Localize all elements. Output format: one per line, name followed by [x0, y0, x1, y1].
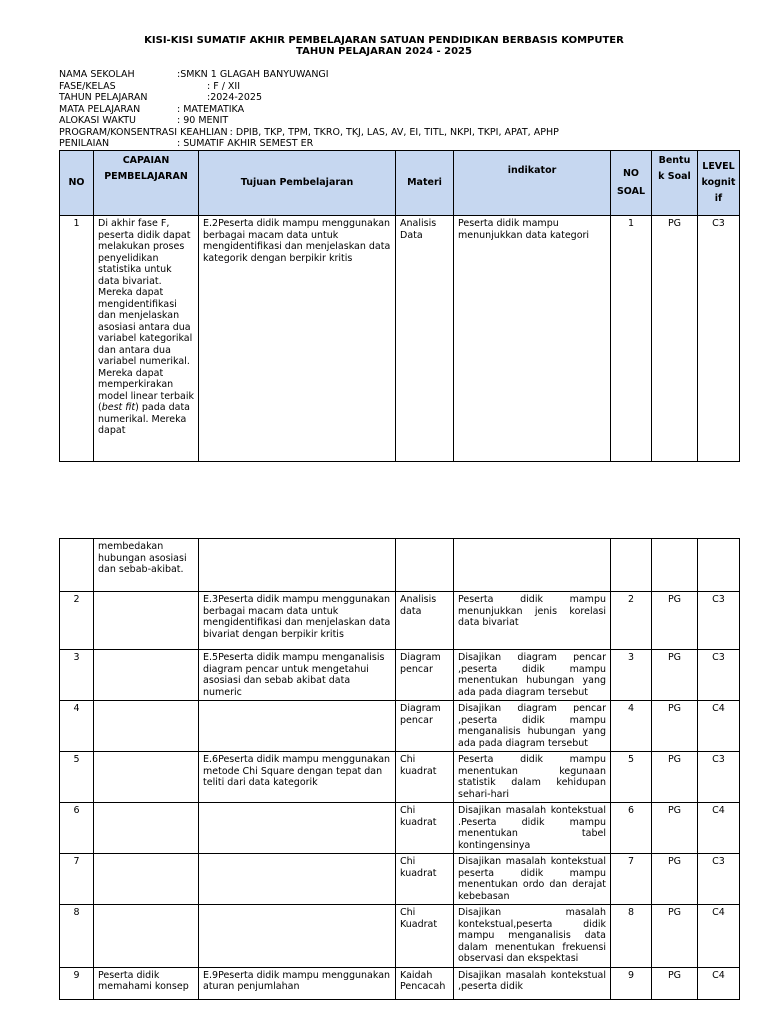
row-bentuk: PG: [652, 752, 698, 803]
row-level: C4: [698, 803, 740, 854]
row-indikator: Disajikan diagram pencar ,peserta didik mampu menganalisis hubungan yang ada pada diagram tersebut: [454, 701, 611, 752]
row-no: 6: [60, 803, 94, 854]
header-no-soal: NO SOAL: [611, 151, 652, 216]
row-no-soal: 7: [611, 854, 652, 905]
table-row: [60, 701, 740, 752]
row-level: C4: [698, 967, 740, 999]
header-row: [60, 151, 740, 216]
row-level: C3: [698, 650, 740, 701]
row-indikator: Peserta didik mampu menunjukkan jenis korelasi data bivariat: [454, 592, 611, 650]
header-capaian: CAPAIAN PEMBELAJARAN: [94, 151, 199, 216]
table-row: [60, 854, 740, 905]
info-label: NAMA SEKOLAH: [59, 69, 135, 80]
row-tujuan: [199, 803, 396, 854]
capaian-continuation: membedakan hubungan asosiasi dan sebab-akibat.: [94, 539, 199, 592]
info-label: TAHUN PELAJARAN: [59, 92, 148, 103]
info-value: : 90 MENIT: [177, 115, 229, 126]
row-bentuk: PG: [652, 592, 698, 650]
row-no-soal: 3: [611, 650, 652, 701]
row-bentuk: PG: [652, 803, 698, 854]
row-no-soal: 6: [611, 803, 652, 854]
row-capaian: [94, 592, 199, 650]
row-materi: Analisis data: [396, 592, 454, 650]
table-row: [60, 967, 740, 999]
info-line: [59, 138, 313, 149]
row-indikator: Disajikan diagram pencar ,peserta didik mampu menentukan hubungan yang ada pada diagram tersebut: [454, 650, 611, 701]
kisi-table-page2: [59, 538, 740, 1000]
row-tujuan: E.9Peserta didik mampu menggunakan aturan penjumlahan: [199, 967, 396, 999]
row-materi: Chi kuadrat: [396, 752, 454, 803]
row-no-soal: 9: [611, 967, 652, 999]
row-materi: Kaidah Pencacah: [396, 967, 454, 999]
row-tujuan: [199, 854, 396, 905]
row-level: C3: [698, 592, 740, 650]
row-level: C3: [698, 854, 740, 905]
row-tujuan: E.3Peserta didik mampu menggunakan berbagai macam data untuk mengidentifikasi dan menjelaskan data bivariat dengan berpikir kritis: [199, 592, 396, 650]
row-capaian: [94, 854, 199, 905]
info-value: : MATEMATIKA: [177, 104, 245, 115]
row-indikator: Disajikan masalah kontekstual peserta didik mampu menentukan ordo dan derajat kebebasan: [454, 854, 611, 905]
row-no-soal: 8: [611, 905, 652, 968]
info-line: [59, 81, 240, 92]
info-value: : DPIB, TKP, TPM, TKRO, TKJ, LAS, AV, EI, TITL, NKPI, TKPI, APAT, APHP: [229, 127, 559, 138]
info-line: [59, 104, 244, 115]
row-tujuan: E.5Peserta didik mampu menganalisis diagram pencar untuk mengetahui asosiasi dan sebab akibat data numeric: [199, 650, 396, 701]
row-no: 3: [60, 650, 94, 701]
row-bentuk: PG: [652, 701, 698, 752]
row-no: 1: [60, 216, 94, 462]
header-level-kognitif: LEVEL kognitif: [698, 151, 740, 216]
row-level: C4: [698, 701, 740, 752]
row-materi: Diagram pencar: [396, 650, 454, 701]
info-value: :SMKN 1 GLAGAH BANYUWANGI: [177, 69, 329, 80]
header-indikator: indikator: [454, 151, 611, 216]
header-no: NO: [60, 151, 94, 216]
table-row-continuation: [60, 539, 740, 592]
row-tujuan: E.6Peserta didik mampu menggunakan metode Chi Square dengan tepat dan teliti dari data kategorik: [199, 752, 396, 803]
table-row: [60, 592, 740, 650]
header-materi: Materi: [396, 151, 454, 216]
row-level: C3: [698, 216, 740, 462]
row-capaian: [94, 803, 199, 854]
info-label: ALOKASI WAKTU: [59, 115, 136, 126]
row-capaian: [94, 905, 199, 968]
row-no: 4: [60, 701, 94, 752]
row-bentuk: PG: [652, 967, 698, 999]
row-tujuan: [199, 905, 396, 968]
row-indikator: Peserta didik mampu menunjukkan data kategori: [454, 216, 611, 462]
row-no: 2: [60, 592, 94, 650]
row-no: 7: [60, 854, 94, 905]
table-row: [60, 650, 740, 701]
row-indikator: Disajikan masalah kontekstual .Peserta didik mampu menentukan tabel kontingensinya: [454, 803, 611, 854]
document-subtitle: TAHUN PELAJARAN 2024 - 2025: [296, 46, 472, 57]
row-capaian: [94, 701, 199, 752]
header-tujuan: Tujuan Pembelajaran: [199, 151, 396, 216]
info-line: [59, 115, 228, 126]
table-row: [60, 803, 740, 854]
row-bentuk: PG: [652, 650, 698, 701]
info-value: : F / XII: [207, 81, 241, 92]
row-materi: Chi Kuadrat: [396, 905, 454, 968]
row-materi: Analisis Data: [396, 216, 454, 462]
row-tujuan: E.2Peserta didik mampu menggunakan berbagai macam data untuk mengidentifikasi dan menjelaskan data kategorik dengan berpikir kritis: [199, 216, 396, 462]
table-row: [60, 216, 740, 462]
row-no: 9: [60, 967, 94, 999]
table-row: [60, 752, 740, 803]
row-tujuan: [199, 701, 396, 752]
row-capaian: [94, 650, 199, 701]
info-label: PENILAIAN: [59, 138, 110, 149]
info-label: PROGRAM/KONSENTRASI KEAHLIAN: [59, 127, 228, 138]
info-label: FASE/KELAS: [59, 81, 116, 92]
info-line: [59, 127, 559, 138]
row-materi: Chi kuadrat: [396, 803, 454, 854]
info-label: MATA PELAJARAN: [59, 104, 141, 115]
row-materi: Diagram pencar: [396, 701, 454, 752]
row-level: C3: [698, 752, 740, 803]
row-indikator: Disajikan masalah kontekstual ,peserta didik: [454, 967, 611, 999]
row-capaian: Peserta didik memahami konsep: [94, 967, 199, 999]
row-no: 5: [60, 752, 94, 803]
row-capaian: [94, 752, 199, 803]
kisi-table-page1: [59, 150, 740, 462]
row-bentuk: PG: [652, 854, 698, 905]
info-line: [59, 69, 329, 80]
row-no-soal: 2: [611, 592, 652, 650]
row-level: C4: [698, 905, 740, 968]
row-indikator: Peserta didik mampu menentukan kegunaan statistik dalam kehidupan sehari-hari: [454, 752, 611, 803]
info-value: :2024-2025: [207, 92, 262, 103]
info-line: [59, 92, 262, 103]
document-title: KISI-KISI SUMATIF AKHIR PEMBELAJARAN SATUAN PENDIDIKAN BERBASIS KOMPUTER: [144, 35, 624, 46]
row-indikator: Disajikan masalah kontekstual,peserta didik mampu menganalisis data dalam menentukan frekuensi observasi dan ekspektasi: [454, 905, 611, 968]
row-no: 8: [60, 905, 94, 968]
row-bentuk: PG: [652, 905, 698, 968]
row-materi: Chi kuadrat: [396, 854, 454, 905]
row-no-soal: 4: [611, 701, 652, 752]
info-value: : SUMATIF AKHIR SEMEST ER: [177, 138, 314, 149]
row-no-soal: 1: [611, 216, 652, 462]
row-bentuk: PG: [652, 216, 698, 462]
row-no-soal: 5: [611, 752, 652, 803]
header-bentuk-soal: Bentuk Soal: [652, 151, 698, 216]
row-capaian: Di akhir fase F, peserta didik dapat melakukan proses penyelidikan statistika untuk data bivariat. Mereka dapat mengidentifikasi dan menjelaskan asosiasi antara dua variabel kategorikal dan antara dua variabel numerikal. Mereka dapat memperkirakan model linear terbaik (best fit) pada data numerikal. Mereka dapat: [94, 216, 199, 462]
table-row: [60, 905, 740, 968]
